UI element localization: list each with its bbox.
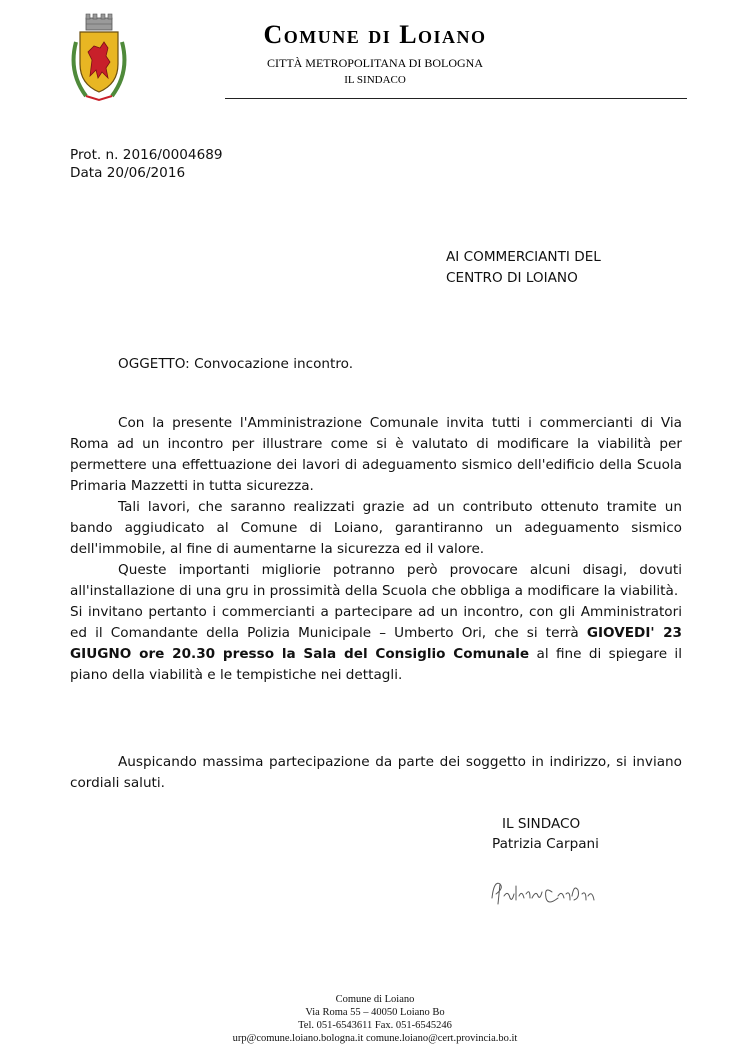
letter-body xyxy=(70,413,682,686)
signature-title: IL SINDACO xyxy=(502,816,581,832)
protocol-number: Prot. n. 2016/0004689 xyxy=(70,147,223,163)
subject-line: OGGETTO: Convocazione incontro. xyxy=(118,356,354,372)
body-paragraph: Tali lavori, che saranno realizzati grazie ad un contributo ottenuto tramite un bando aggiudicato al Comune di Loiano, garantiranno un adeguamento sismico dell'immobile, al fine di aumentarne la sicurezza ed il valore. xyxy=(70,499,682,557)
body-paragraph: Con la presente l'Amministrazione Comunale invita tutti i commercianti di Via Roma ad un incontro per illustrare come si è valutato di modificare la viabilità per permettere una effettuazione dei lavori di adeguamento sismico dell'edificio della Scuola Primaria Mazzetti in tutta sicurezza. xyxy=(70,415,682,494)
header-divider xyxy=(225,98,687,99)
body-paragraph: Queste importanti migliorie potranno però provocare alcuni disagi, dovuti all'installazione di una gru in prossimità della Scuola che obbliga a modificare la viabilità. xyxy=(70,562,682,599)
signature-name: Patrizia Carpani xyxy=(492,836,599,852)
body-text: Si invitano pertanto i commercianti a partecipare ad un incontro, con gli Amministratori ed il Comandante della Polizia Municipale – Umberto Ori, che si terrà xyxy=(70,604,682,641)
recipient-block xyxy=(446,247,706,289)
page-subtitle: CITTÀ METROPOLITANA DI BOLOGNA xyxy=(266,56,484,70)
body-paragraph xyxy=(70,602,682,686)
handwritten-signature xyxy=(486,872,606,914)
protocol-date: Data 20/06/2016 xyxy=(70,165,186,181)
footer-email: urp@comune.loiano.bologna.it comune.loiano@cert.provincia.bo.it xyxy=(232,1033,518,1044)
footer-line: Comune di Loiano xyxy=(335,994,415,1005)
municipal-crest-icon xyxy=(66,12,132,104)
office-label: IL SINDACO xyxy=(344,74,406,86)
recipient-line: AI COMMERCIANTI DEL xyxy=(446,249,601,265)
closing-paragraph: Auspicando massima partecipazione da parte dei soggetto in indirizzo, si inviano cordiali saluti. xyxy=(70,754,682,791)
page-title: Comune di Loiano xyxy=(263,20,487,49)
footer-phone: Tel. 051-6543611 Fax. 051-6545246 xyxy=(298,1020,452,1031)
recipient-line: CENTRO DI LOIANO xyxy=(446,270,578,286)
body-text: al fine di spiegare il piano della viabilità e le tempistiche nei dettagli. xyxy=(70,646,682,683)
meeting-details: GIOVEDI' 23 GIUGNO ore 20.30 presso la Sala del Consiglio Comunale xyxy=(70,625,683,662)
footer-address: Via Roma 55 – 40050 Loiano Bo xyxy=(305,1007,445,1018)
